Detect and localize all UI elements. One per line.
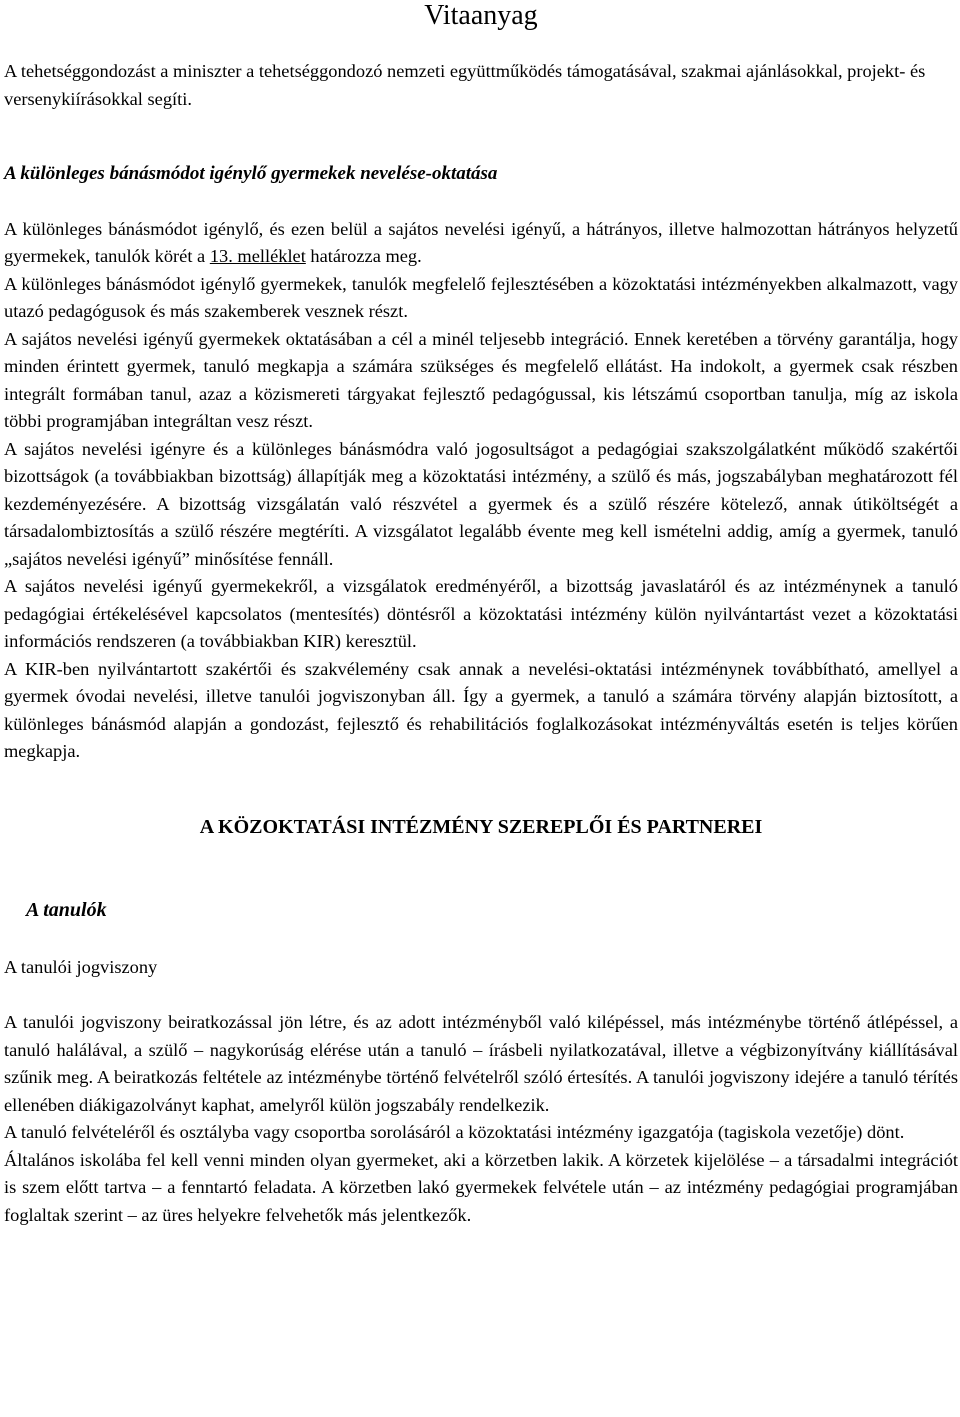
- special-paragraph-5: A sajátos nevelési igényű gyermekekről, a vizsgálatok eredményéről, a bizottság javaslatáról és az intézménynek a tanuló pedagógiai értékelésével kapcsolatos (mentesítés) döntésről a közoktatási intézmény külön nyilvántartást vezet a közoktatási információs rendszeren (a továbbiakban KIR) keresztül.: [4, 576, 958, 651]
- special-paragraph-4: A sajátos nevelési igényre és a különleges bánásmódra való jogosultságot a pedagógiai szakszolgálatként működő szakértői bizottságok (a továbbiakban bizottság) állapítják meg a közoktatási intézmény, a szülő és más, jogszabályban meghatározott fél kezdeményezésére. A bizottság vizsgálatán való részvétel a gyermek és a szülő részére kötelező, annak útiköltségét a társadalombiztosítás a szülő részére megtéríti. A vizsgálatot legalább évente meg kell ismételni addig, amíg a gyermek, tanuló „sajátos nevelési igényű” minősítése fennáll.: [4, 438, 958, 569]
- students-paragraph-1: A tanulói jogviszony beiratkozással jön létre, és az adott intézményből való kilépéssel, más intézménybe történő átlépéssel, a tanuló halálával, a szülő – nagykorúság elérése után a tanuló – írásbeli nyilatkozatával, illetve a végbizonyítvány kiállításával szűnik meg. A beiratkozás feltétele az intézménybe történő felvételről szóló értesítés. A tanulói jogviszony idejére a tanuló térítés ellenében diákigazolványt kaphat, amelyről külön jogszabály rendelkezik.: [4, 1012, 958, 1115]
- students-heading: A tanulók: [26, 899, 107, 921]
- annex-link[interactable]: 13. melléklet: [209, 246, 306, 266]
- special-paragraph-1: [4, 216, 958, 271]
- relationship-heading: A tanulói jogviszony: [4, 956, 158, 977]
- section-title: A KÖZOKTATÁSI INTÉZMÉNY SZEREPLŐI ÉS PARTNEREI: [199, 815, 763, 838]
- students-paragraph-2: A tanuló felvételéről és osztályba vagy csoportba sorolásáról a közoktatási intézmény igazgatója (tagiskola vezetője) dönt.: [4, 1122, 905, 1142]
- intro-paragraph: A tehetséggondozást a miniszter a tehetséggondozó nemzeti együttműködés támogatásával, szakmai ajánlásokkal, projekt- és versenykiírásokkal segíti.: [4, 61, 926, 109]
- students-paragraph-3: Általános iskolába fel kell venni minden olyan gyermeket, aki a körzetben lakik. A körzetek kijelölése – a társadalmi integrációt is szem előtt tartva – a fenntartó feladata. A körzetben lakó gyermekek felvétele után – az intézmény pedagógiai programjában foglaltak szerint – az üres helyekre felvehetők más jelentkezők.: [4, 1149, 958, 1225]
- document-title: Vitaanyag: [424, 0, 538, 31]
- special-paragraph-2: A különleges bánásmódot igénylő gyermekek, tanulók megfelelő fejlesztésében a közoktatási intézményekben alkalmazott, vagy utazó pedagógusok és más szakemberek vesznek részt.: [4, 273, 958, 321]
- spacer: [4, 188, 958, 216]
- special-paragraph-1-end: határozza meg.: [305, 246, 422, 266]
- spacer: [4, 766, 958, 814]
- special-paragraph-1-text: A különleges bánásmódot igénylő, és ezen belül a sajátos nevelési igényű, a hátrányos, illetve halmozottan hátrányos helyzetű gyermekek, tanulók körét a: [4, 218, 958, 266]
- special-needs-heading: A különleges bánásmódot igénylő gyermekek nevelése-oktatása: [4, 163, 498, 184]
- document-page: [4, 0, 958, 1229]
- spacer: [4, 841, 958, 897]
- spacer: [4, 925, 958, 954]
- spacer: [4, 113, 958, 160]
- spacer: [4, 981, 958, 1009]
- special-paragraph-3: A sajátos nevelési igényű gyermekek oktatásában a cél a minél teljesebb integráció. Ennek keretében a törvény garantálja, hogy minden érintett gyermek, tanuló megkapja a számára szükséges és megfelelő ellátást. Ha indokolt, a gyermek csak részben integrált formában tanul, azaz a közismereti tárgyakat fejlesztő pedagógussal, kis létszámú csoportban tanulja, míg az iskola többi programjában integráltan vesz részt.: [4, 328, 958, 431]
- special-paragraph-6: A KIR-ben nyilvántartott szakértői és szakvélemény csak annak a nevelési-oktatási intézménynek továbbítható, amellyel a gyermek óvodai nevelési, illetve tanulói jogviszonyban áll. Így a gyermek, a tanuló a számára törvény alapján biztosított, a különleges bánásmód alapján a gondozást, fejlesztő és rehabilitációs foglalkozásokat intézményváltás esetén is teljes körűen megkapja.: [4, 658, 958, 761]
